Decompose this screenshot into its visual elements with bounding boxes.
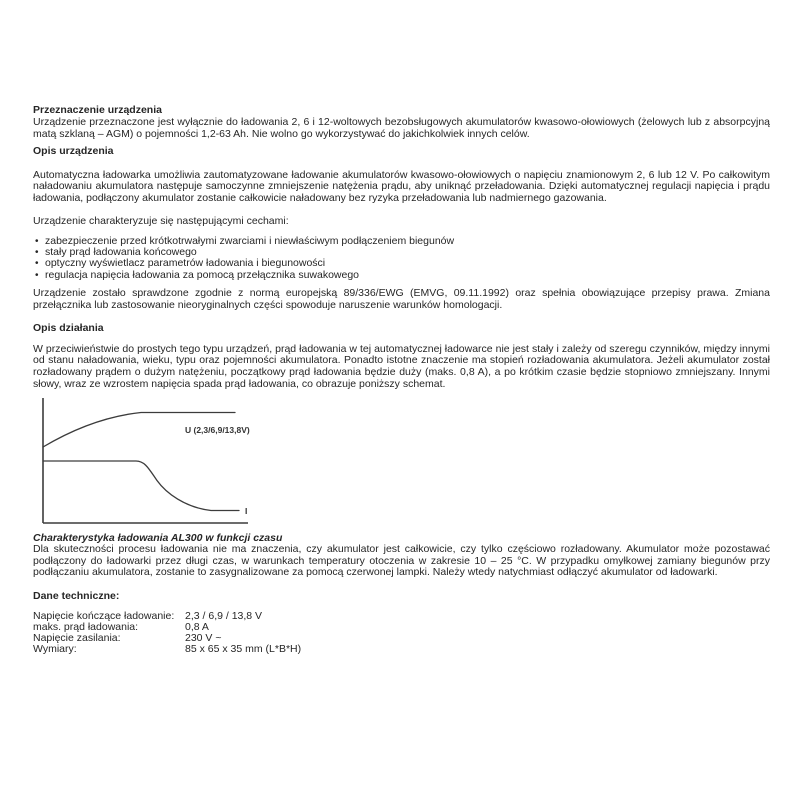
spec-value: 0,8 A xyxy=(185,621,209,634)
feature-item: • zabezpieczenie przed krótkotrwałymi zwarciami i niewłaściwym podłączeniem biegunów xyxy=(33,236,770,247)
chart-caption: Charakterystyka ładowania AL300 w funkcji czasu xyxy=(33,531,283,544)
section-heading-opis-urzadzenia: Opis urządzenia xyxy=(33,144,114,157)
paragraph-chart-explanation: Dla skuteczności procesu ładowania nie ma znaczenia, czy akumulator jest całkowicie, czy tylko częściowo rozładowany. Akumulator może pozostawać podłączony do ładowarki przez długi czas, w warunkach temperatury otoczenia w zakresie 10 – 25 °C. W przypadku omyłkowej zamiany biegunów przy podłączaniu akumulatora, zostanie to zasygnalizowane za pomocą czerwonej lampki. Należy wtedy natychmiast odłączyć akumulator od ładowarki. xyxy=(33,542,770,579)
spec-value: 85 x 65 x 35 mm (L*B*H) xyxy=(185,642,302,655)
current-curve-label: I xyxy=(245,505,248,516)
section-heading-opis-dzialania: Opis działania xyxy=(33,321,104,334)
manual-page xyxy=(33,0,770,655)
paragraph-compliance: Urządzenie zostało sprawdzone zgodnie z normą europejską 89/336/EWG (EMVG, 09.11.1992) oraz spełnia obowiązujące przepisy prawa. Zmiana przełącznika lub zastosowanie nieoryginalnych części spowoduje naruszenie warunków homologacji. xyxy=(33,286,770,311)
spec-value: 230 V ~ xyxy=(185,631,222,644)
features-intro: Urządzenie charakteryzuje się następującymi cechami: xyxy=(33,214,289,227)
spec-label: Wymiary: xyxy=(33,642,77,655)
paragraph-opis-urzadzenia: Automatyczna ładowarka umożliwia zautomatyzowane ładowanie akumulatorów kwasowo-ołowiowych o napięciu znamionowym 2, 6 lub 12 V. Po całkowitym naładowaniu akumulatora następuje samoczynne zmniejszenie natężenia prądu, aby uniknąć przeładowania. Dzięki automatycznej regulacji napięcia i prądu ładowania, podłączony akumulator zostanie całkowicie naładowany bez ryzyka przeładowania lub nadmiernego gazowania. xyxy=(33,168,770,205)
section-heading-dane-techniczne: Dane techniczne: xyxy=(33,590,120,603)
spec-label: Napięcie zasilania: xyxy=(33,631,121,644)
paragraph-opis-dzialania: W przeciwieństwie do prostych tego typu urządzeń, prąd ładowania w tej automatycznej ładowarce nie jest stały i zależy od szeregu czynników, między innymi od stanu naładowania, wieku, typu oraz pojemności akumulatora. Ponadto istotne znaczenie ma stopień rozładowania akumulatora. Jeżeli akumulator został rozładowany prądem o dużym natężeniu, początkowy prąd ładowania będzie duży (maks. 0,8 A), a po krótkim czasie będzie stopniowo zmniejszany. Innymi słowy, wraz ze wzrostem napięcia spada prąd ładowania, co obrazuje poniższy schemat. xyxy=(33,342,770,390)
feature-item: • stały prąd ładowania końcowego xyxy=(33,247,770,258)
features-list xyxy=(33,236,770,281)
spec-label: maks. prąd ładowania: xyxy=(33,621,139,634)
paragraph-przeznaczenie: Urządzenie przeznaczone jest wyłącznie do ładowania 2, 6 i 12-woltowych bezobsługowych akumulatorów kwasowo-ołowiowych (żelowych lub z absorpcyjną matą szklaną – AGM) o pojemności 1,2-63 Ah. Nie wolno go wykorzystywać do jakichkolwiek innych celów. xyxy=(33,116,770,140)
feature-item: • regulacja napięcia ładowania za pomocą przełącznika suwakowego xyxy=(33,270,770,281)
feature-item: • optyczny wyświetlacz parametrów ładowania i biegunowości xyxy=(33,258,770,269)
spec-table xyxy=(33,611,770,655)
spec-label: Napięcie kończące ładowanie: xyxy=(33,610,175,623)
charging-characteristic-chart xyxy=(33,395,293,527)
section-heading-przeznaczenie: Przeznaczenie urządzenia xyxy=(33,104,162,116)
spec-value: 2,3 / 6,9 / 13,8 V xyxy=(185,610,263,623)
current-curve xyxy=(43,461,239,511)
voltage-curve-label: U (2,3/6,9/13,8V) xyxy=(185,424,250,435)
